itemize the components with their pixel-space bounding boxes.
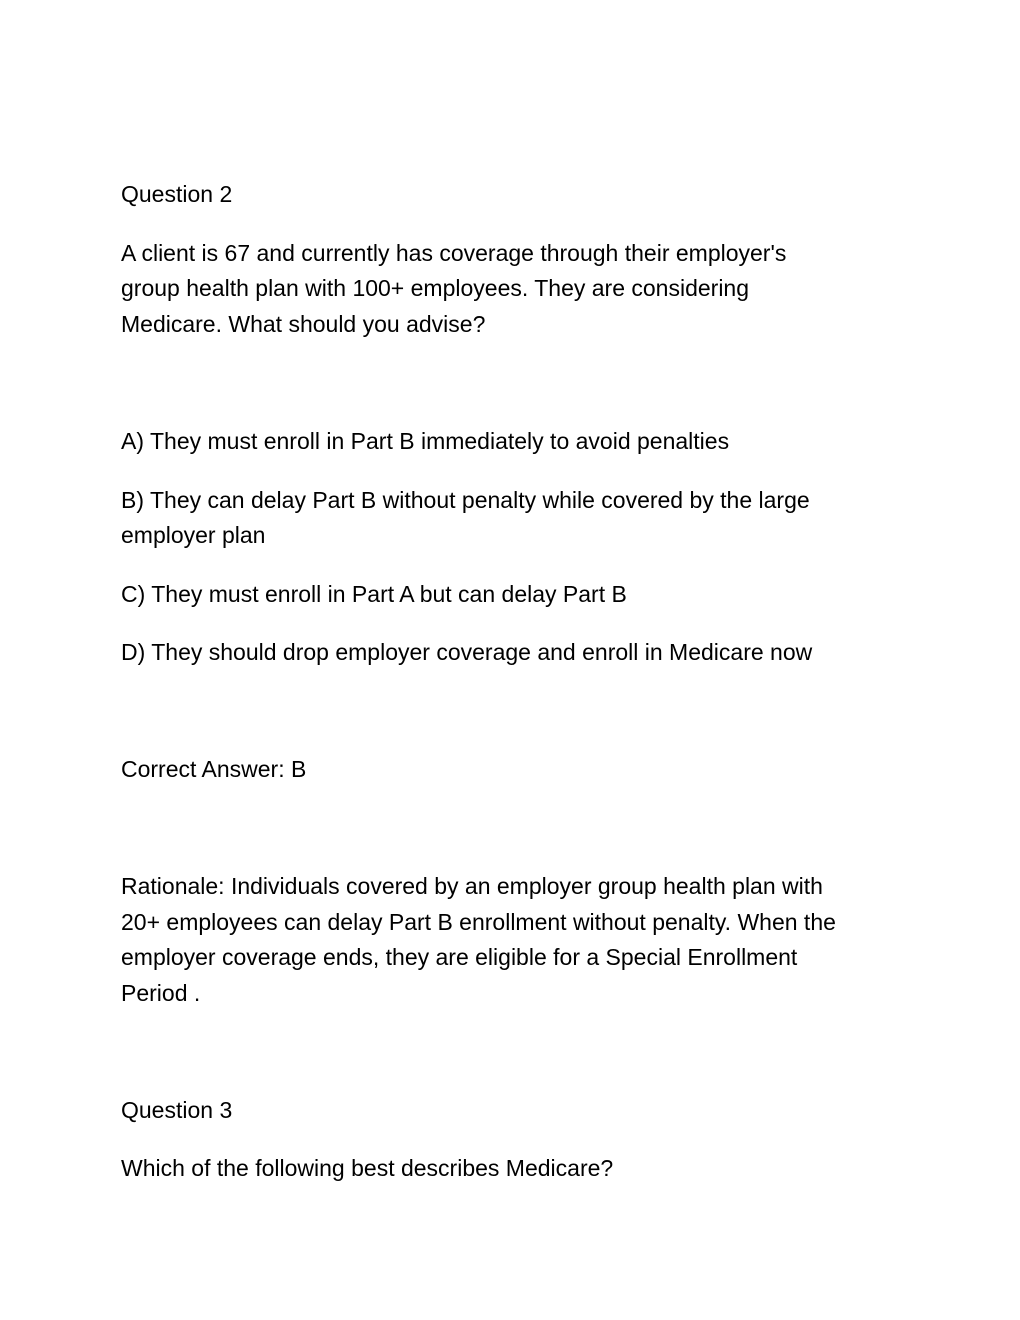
rationale-line-1: Rationale: Individuals covered by an employer group health plan with [121,873,823,899]
option-d: D) They should drop employer coverage and enroll in Medicare now [121,639,813,665]
question-3-heading: Question 3 [121,1097,233,1123]
question-2-text-line-1: A client is 67 and currently has coverage through their employer's [121,240,787,266]
rationale-line-4: Period . [121,980,201,1006]
question-2-heading: Question 2 [121,181,233,207]
question-3-text: Which of the following best describes Medicare? [121,1155,614,1181]
option-a: A) They must enroll in Part B immediately to avoid penalties [121,428,730,454]
option-c: C) They must enroll in Part A but can delay Part B [121,581,627,607]
option-b-line-2: employer plan [121,522,266,548]
question-2-text-line-3: Medicare. What should you advise? [121,311,486,337]
correct-answer: Correct Answer: B [121,756,307,782]
question-2-text-line-2: group health plan with 100+ employees. They are considering [121,275,750,301]
option-b-line-1: B) They can delay Part B without penalty while covered by the large [121,487,810,513]
rationale-line-3: employer coverage ends, they are eligible for a Special Enrollment [121,944,798,970]
rationale-line-2: 20+ employees can delay Part B enrollment without penalty. When the [121,909,836,935]
